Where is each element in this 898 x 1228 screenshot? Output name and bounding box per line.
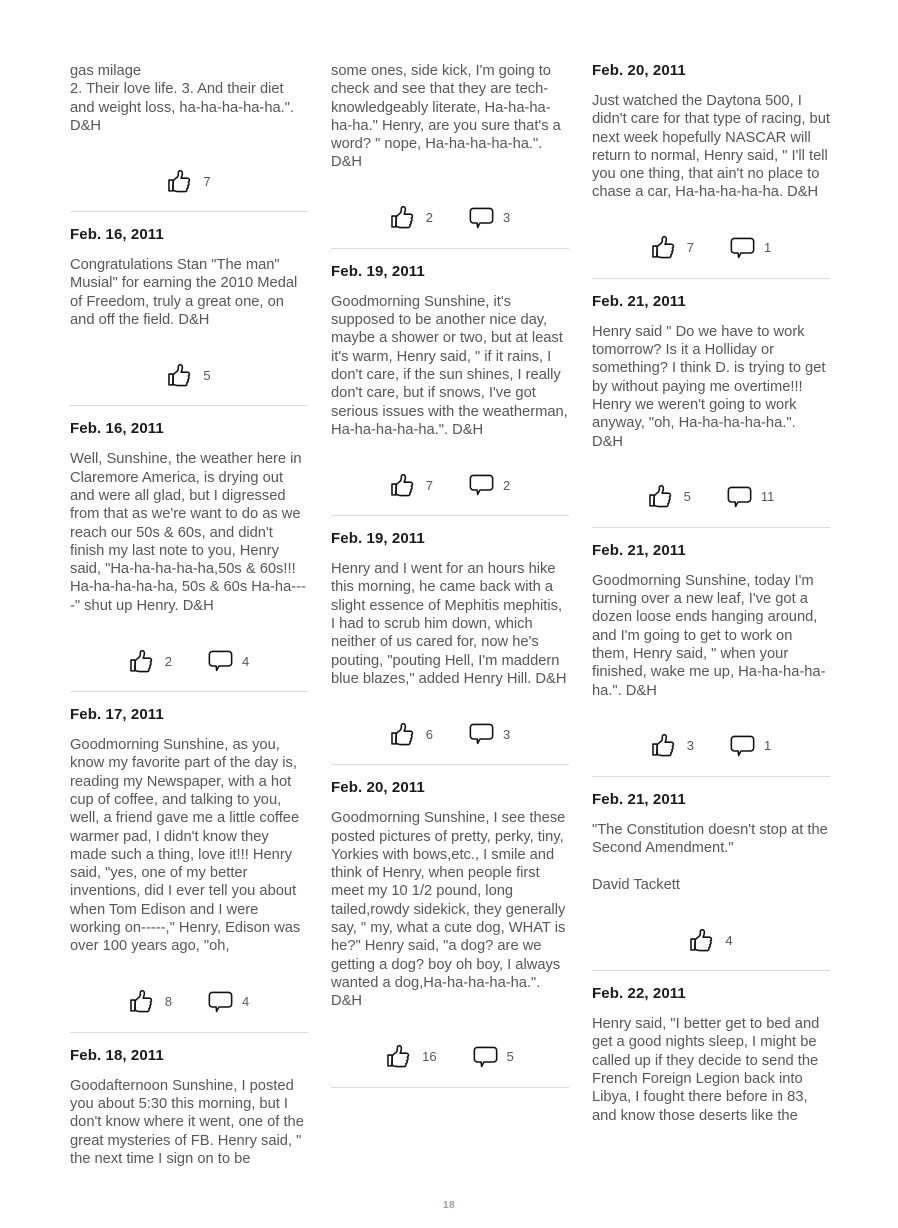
like-count: 5 — [683, 489, 691, 505]
comment-count: 4 — [242, 653, 250, 669]
thumbs-up-icon — [390, 721, 417, 748]
post — [70, 62, 308, 212]
like-count: 2 — [425, 210, 433, 226]
thumbs-up-icon — [129, 648, 156, 675]
post-text: Goodmorning Sunshine, I see these posted pictures of pretty, perky, tiny, Yorkies with bows,etc., I smile and think of Henry, when people first meet my 10 1/2 pound, long tailed,rowdy sidekick, they generally say, " my, what a cute dog, WHAT is he?" Henry said, "a dog? are we getting a dog? boy oh boy, I always wanted a dog,Ha-ha-ha-ha-ha.". D&H — [331, 810, 566, 1010]
post — [592, 62, 830, 279]
like-stat — [648, 483, 691, 510]
post-actions — [331, 471, 569, 499]
post-actions — [592, 234, 830, 262]
post — [331, 263, 569, 516]
like-stat — [689, 927, 732, 954]
post — [70, 706, 308, 1033]
like-count: 6 — [425, 726, 433, 742]
post-actions — [70, 361, 308, 389]
like-stat — [651, 732, 694, 759]
post-date: Feb. 16, 2011 — [70, 226, 164, 244]
post-date: Feb. 21, 2011 — [592, 541, 686, 559]
comment-count: 11 — [760, 489, 775, 505]
post — [331, 779, 569, 1087]
post-divider — [70, 211, 308, 212]
thumbs-up-icon — [651, 732, 678, 759]
column-2 — [331, 62, 569, 1168]
like-count: 2 — [164, 653, 172, 669]
post-actions — [592, 732, 830, 760]
comment-icon — [730, 237, 755, 259]
column-3 — [592, 62, 830, 1168]
thumbs-up-icon — [689, 927, 716, 954]
like-stat — [651, 234, 694, 261]
post-divider — [592, 527, 830, 528]
post-actions — [592, 926, 830, 954]
comment-stat — [469, 723, 510, 745]
like-count: 7 — [686, 240, 694, 256]
comment-count: 3 — [503, 210, 511, 226]
comment-count: 2 — [503, 477, 511, 493]
post-date: Feb. 21, 2011 — [592, 292, 686, 310]
post-date: Feb. 21, 2011 — [592, 790, 686, 808]
comment-count: 3 — [503, 726, 511, 742]
post-text: Henry said, "I better get to bed and get a good nights sleep, I might be called up if they decide to send the French Foreign Legion back into Libya, I fought there before in 83, and know those deserts like the — [592, 1016, 820, 1124]
thumbs-up-icon — [129, 988, 156, 1015]
post-date: Feb. 19, 2011 — [331, 262, 425, 280]
post-text: Congratulations Stan "The man" Musial" for earning the 2010 Medal of Freedom, truly a great one, on and off the field. D&H — [70, 257, 298, 329]
post-divider — [70, 691, 308, 692]
thumbs-up-icon — [167, 168, 194, 195]
post-divider — [70, 1032, 308, 1033]
post-text: Just watched the Daytona 500, I didn't care for that type of racing, but next week hopefully NASCAR will return to normal, Henry said, " I'll tell you one thing, that ain't no place to chase a car, Ha-ha-ha-ha-ha. D&H — [592, 93, 830, 201]
post — [331, 530, 569, 765]
post-date: Feb. 19, 2011 — [331, 530, 425, 548]
post-text: gas milage 2. Their love life. 3. And their diet and weight loss, ha-ha-ha-ha-ha.". D&H — [70, 63, 295, 134]
thumbs-up-icon — [386, 1043, 413, 1070]
comment-icon — [469, 207, 494, 229]
post-text: some ones, side kick, I'm going to check and see that they are tech-knowledgeably literate, Ha-ha-ha-ha-ha." Henry, are you sure that's a word? " nope, Ha-ha-ha-ha-ha.". D&H — [331, 63, 561, 171]
post-actions — [331, 204, 569, 232]
post-divider — [70, 405, 308, 406]
like-count: 7 — [203, 173, 211, 189]
column-1 — [70, 62, 308, 1168]
page-number: 18 — [442, 1200, 456, 1211]
post-date: Feb. 20, 2011 — [331, 779, 425, 797]
like-count: 3 — [686, 738, 694, 754]
post — [70, 1047, 308, 1168]
post-text: "The Constitution doesn't stop at the Second Amendment." David Tackett — [592, 821, 828, 893]
comment-icon — [473, 1046, 498, 1068]
like-stat — [129, 988, 172, 1015]
post-text: Goodafternoon Sunshine, I posted you about 5:30 this morning, but I don't know where it went, one of the great mysteries of FB. Henry said, " the next time I sign on to be — [70, 1077, 304, 1167]
comment-icon — [208, 650, 233, 672]
comment-stat — [208, 991, 249, 1013]
like-count: 8 — [164, 994, 172, 1010]
post-divider — [592, 278, 830, 279]
post-text: Henry said " Do we have to work tomorrow? Is it a Holliday or something? I think D. is trying to get by without paying me overtime!!! Henry we weren't going to work anyway, "oh, Ha-ha-ha-ha-ha.". D&H — [592, 323, 826, 450]
post — [70, 420, 308, 692]
comment-count: 4 — [242, 994, 250, 1010]
post-date: Feb. 20, 2011 — [592, 62, 686, 79]
comment-icon — [469, 474, 494, 496]
like-stat — [129, 648, 172, 675]
like-count: 7 — [425, 477, 433, 493]
like-stat — [390, 472, 433, 499]
comment-icon — [208, 991, 233, 1013]
like-count: 4 — [725, 932, 733, 948]
comment-stat — [730, 237, 771, 259]
like-stat — [386, 1043, 436, 1070]
post-date: Feb. 17, 2011 — [70, 706, 164, 724]
like-stat — [167, 362, 210, 389]
comment-icon — [727, 486, 752, 508]
comment-stat — [730, 735, 771, 757]
comment-icon — [469, 723, 494, 745]
comment-count: 5 — [506, 1049, 514, 1064]
post-divider — [331, 764, 569, 765]
comment-stat — [473, 1046, 514, 1068]
comment-stat — [727, 486, 775, 508]
post-actions — [592, 483, 830, 511]
post-text: Goodmorning Sunshine, as you, know my favorite part of the day is, reading my Newspaper, with a hot cup of coffee, and talking to you, well, a friend gave me a little coffee warmer pad, I didn't know they made such a thing, love it!!! Henry said, "yes, one of my better inventions, did I ever tell you about when Tom Edison and I were working on-----," Henry, Edison was over 100 years ago, "oh, — [70, 737, 301, 955]
like-stat — [390, 204, 433, 231]
post-actions — [70, 167, 308, 195]
comment-stat — [469, 207, 510, 229]
thumbs-up-icon — [390, 204, 417, 231]
thumbs-up-icon — [651, 234, 678, 261]
post — [331, 62, 569, 249]
post-actions — [331, 720, 569, 748]
post-text: Goodmorning Sunshine, today I'm turning over a new leaf, I've got a dozen loose ends hanging around, and I'm going to get to work on them, Henry said, " when your finished, wake me up, Ha-ha-ha-ha-ha.". D&H — [592, 572, 826, 699]
like-stat — [167, 168, 210, 195]
post-text: Henry and I went for an hours hike this morning, he came back with a slight essence of Mephitis mephitis, I had to scrub him down, which neither of us cared for, now he's pouting, "pouting Hell, I'm maddern blue blazes," added Henry Hill. D&H — [331, 561, 567, 687]
post — [592, 985, 830, 1125]
post-divider — [331, 515, 569, 516]
post-divider — [331, 248, 569, 249]
post-actions — [70, 988, 308, 1016]
comment-count: 1 — [764, 240, 772, 256]
like-stat — [390, 721, 433, 748]
thumbs-up-icon — [390, 472, 417, 499]
thumbs-up-icon — [167, 362, 194, 389]
post — [70, 226, 308, 406]
post-divider — [592, 776, 830, 777]
post-divider — [592, 970, 830, 971]
post-date: Feb. 22, 2011 — [592, 985, 686, 1003]
post-text: Well, Sunshine, the weather here in Claremore America, is drying out and were all glad, but I digressed from that as we're want to do as we reach our 50s & 60s, and didn't finish my last note to you, Henry said, "Ha-ha-ha-ha-ha,50s & 60s!!! Ha-ha-ha-ha-ha, 50s & 60s Ha-ha----" shut up Henry. D&H — [70, 451, 306, 614]
post-date: Feb. 16, 2011 — [70, 420, 164, 438]
post-date: Feb. 18, 2011 — [70, 1046, 164, 1064]
post-actions — [331, 1043, 569, 1071]
thumbs-up-icon — [648, 483, 675, 510]
post-actions — [70, 647, 308, 675]
post-text: Goodmorning Sunshine, it's supposed to be another nice day, maybe a shower or two, but at least it's warm, Henry said, " if it rains, I don't care, if the sun shines, I really don't care, but if snows, I've got serious issues with the weatherman, Ha-ha-ha-ha-ha.". D&H — [331, 293, 568, 438]
post-divider — [331, 1087, 569, 1088]
post — [592, 791, 830, 971]
comment-count: 1 — [764, 738, 772, 754]
like-count: 5 — [203, 367, 211, 383]
comment-icon — [730, 735, 755, 757]
post — [592, 293, 830, 528]
comment-stat — [208, 650, 249, 672]
post — [592, 542, 830, 777]
comment-stat — [469, 474, 510, 496]
like-count: 16 — [422, 1049, 437, 1064]
